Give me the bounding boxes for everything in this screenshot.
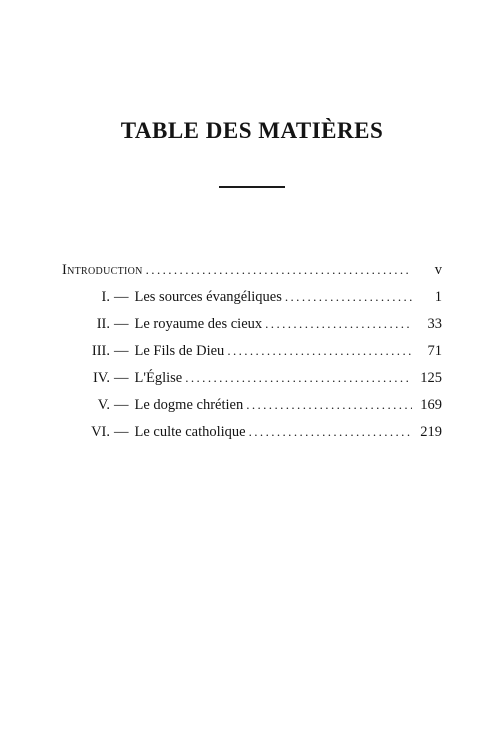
dot-leader (185, 370, 412, 386)
toc-entry-label: Les sources évangéliques (134, 289, 282, 305)
chapter-number: V. (97, 397, 110, 413)
chapter-number: III. (91, 343, 110, 359)
toc-entry-chapter-4 (62, 370, 442, 397)
title-divider (219, 186, 285, 188)
toc-entry-label: Le Fils de Dieu (134, 343, 225, 359)
toc-entry-chapter-3 (62, 343, 442, 370)
toc-entry-chapter-1 (62, 289, 442, 316)
chapter-dash: — (114, 316, 129, 332)
toc-page-number: 169 (420, 397, 442, 413)
toc-entry-introduction (62, 262, 442, 289)
chapter-dash: — (114, 424, 129, 440)
toc-page-number: 219 (420, 424, 442, 440)
toc-entry-label: L'Église (134, 370, 183, 386)
chapter-dash: — (114, 370, 129, 386)
toc-page-number: 33 (427, 316, 442, 332)
toc-entry-label: Le culte catholique (134, 424, 246, 440)
toc-page-number: 125 (420, 370, 442, 386)
toc-entry-chapter-2 (62, 316, 442, 343)
dot-leader (146, 262, 412, 278)
chapter-number: I. (101, 289, 110, 305)
toc-page-number: 71 (427, 343, 442, 359)
toc-entry-chapter-6 (62, 424, 442, 451)
toc-entry-label: Le dogme chrétien (134, 397, 244, 413)
table-of-contents (62, 262, 442, 451)
toc-page-number: v (434, 262, 442, 278)
dot-leader (246, 397, 412, 413)
toc-entry-label: Le royaume des cieux (134, 316, 263, 332)
dot-leader (285, 289, 412, 305)
chapter-number: VI. (91, 424, 110, 440)
toc-entry-chapter-5 (62, 397, 442, 424)
toc-entry-label: Introduction (62, 262, 143, 278)
dot-leader (227, 343, 412, 359)
chapter-dash: — (114, 343, 129, 359)
chapter-number: IV. (92, 370, 110, 386)
dot-leader (265, 316, 412, 332)
chapter-dash: — (114, 397, 129, 413)
toc-page-number: 1 (434, 289, 442, 305)
page-title: TABLE DES MATIÈRES (120, 118, 384, 143)
chapter-dash: — (114, 289, 129, 305)
chapter-number: II. (96, 316, 110, 332)
dot-leader (249, 424, 412, 440)
